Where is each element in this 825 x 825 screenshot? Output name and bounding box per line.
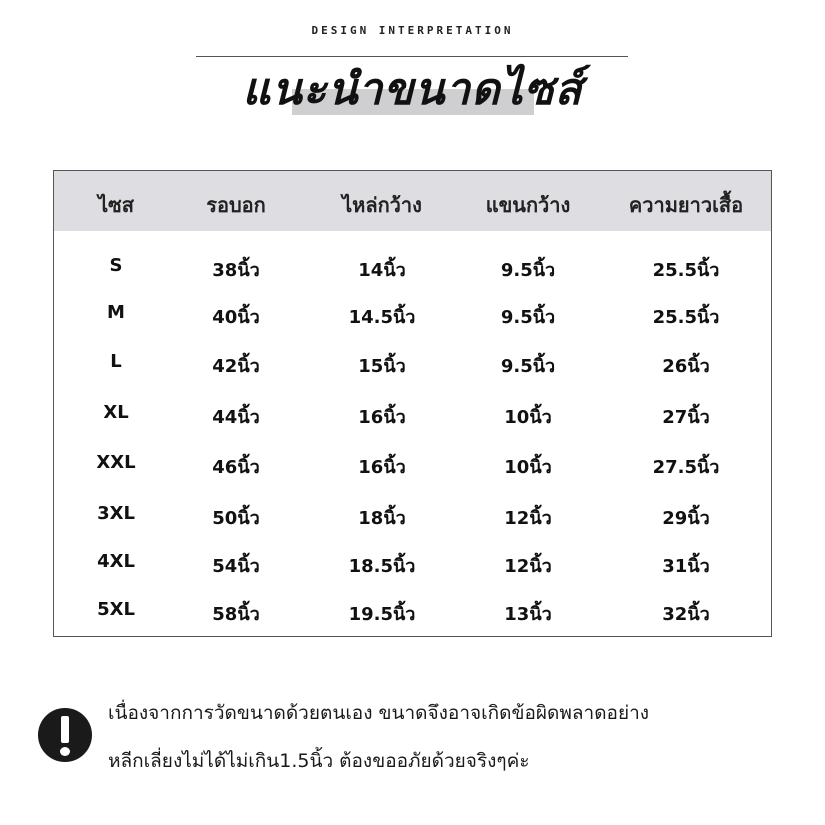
exclamation-icon [38,708,92,762]
sleeve-cell: 10นิ้ว [504,407,552,428]
shoulder-cell: 15นิ้ว [358,356,406,377]
shoulder-cell: 16นิ้ว [358,407,406,428]
sleeve-cell: 9.5นิ้ว [500,307,556,328]
size-cell: 3XL [97,503,135,524]
chest-cell: 46นิ้ว [212,457,260,478]
chest-cell: 38นิ้ว [212,260,260,281]
length-cell: 29นิ้ว [662,508,710,529]
length-cell: 27นิ้ว [662,407,710,428]
chest-cell: 54นิ้ว [212,556,260,577]
size-cell: M [107,302,125,323]
length-cell: 26นิ้ว [662,356,710,377]
column-header-sleeve: แขนกว้าง [485,193,571,217]
shoulder-cell: 16นิ้ว [358,457,406,478]
size-table [53,170,772,637]
length-cell: 27.5นิ้ว [652,457,720,478]
length-cell: 31นิ้ว [662,556,710,577]
size-cell: 5XL [97,599,135,620]
note-line-1: เนื่องจากการวัดขนาดด้วยตนเอง ขนาดจึงอาจเกิดข้อผิดพลาดอย่าง [108,702,650,724]
length-cell: 25.5นิ้ว [652,260,720,281]
shoulder-cell: 14นิ้ว [358,260,406,281]
size-cell: 4XL [97,551,135,572]
table-header [54,171,771,231]
note-line-2: หลีกเลี่ยงไม่ได้ไม่เกิน1.5นิ้ว ต้องขออภัยด้วยจริงๆค่ะ [108,750,530,772]
kicker-divider [196,56,628,57]
size-cell: L [110,351,122,372]
chest-cell: 58นิ้ว [212,604,260,625]
sleeve-cell: 9.5นิ้ว [500,260,556,281]
shoulder-cell: 18นิ้ว [358,508,406,529]
kicker-text: DESIGN INTERPRETATION [311,24,514,37]
column-header-chest: รอบอก [206,193,266,217]
shoulder-cell: 19.5นิ้ว [348,604,416,625]
sleeve-cell: 10นิ้ว [504,457,552,478]
sleeve-cell: 12นิ้ว [504,508,552,529]
column-header-length: ความยาวเสื้อ [628,193,744,217]
size-cell: S [109,255,123,276]
size-cell: XL [103,402,129,423]
chest-cell: 42นิ้ว [212,356,260,377]
column-header-shoulder: ไหล่กว้าง [342,193,422,217]
chest-cell: 44นิ้ว [212,407,260,428]
sleeve-cell: 13นิ้ว [504,604,552,625]
length-cell: 25.5นิ้ว [652,307,720,328]
length-cell: 32นิ้ว [662,604,710,625]
chest-cell: 50นิ้ว [212,508,260,529]
sleeve-cell: 12นิ้ว [504,556,552,577]
shoulder-cell: 18.5นิ้ว [348,556,416,577]
chest-cell: 40นิ้ว [212,307,260,328]
column-header-size: ไซส [98,193,134,217]
sleeve-cell: 9.5นิ้ว [500,356,556,377]
shoulder-cell: 14.5นิ้ว [348,307,416,328]
page-title: แนะนำขนาดไซส์ [242,64,583,115]
size-cell: XXL [96,452,136,473]
